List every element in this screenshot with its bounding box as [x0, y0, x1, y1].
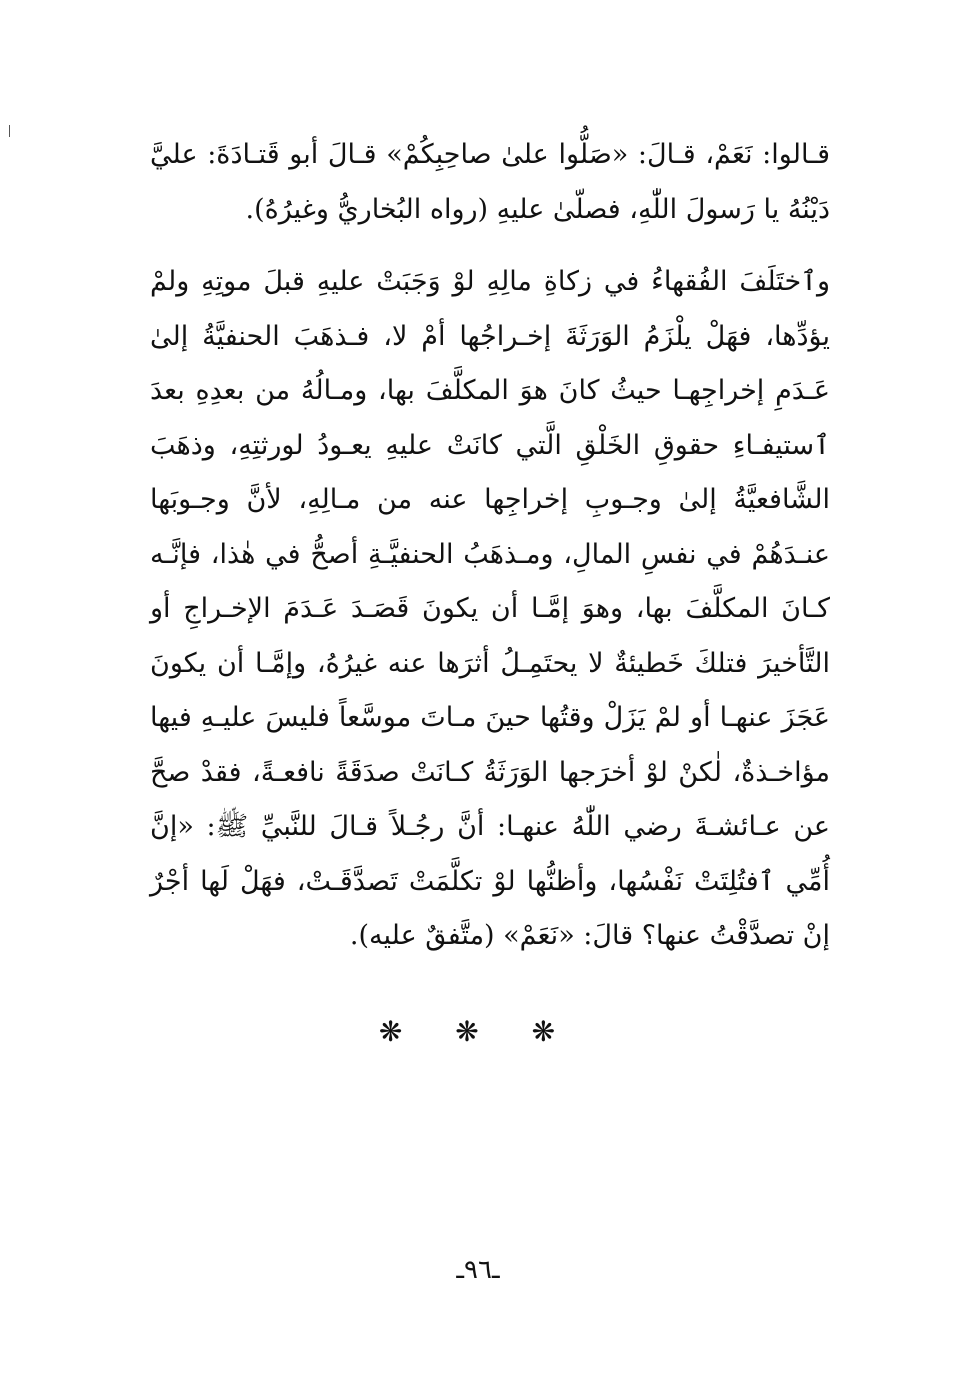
section-separator: ❋ ❋ ❋	[378, 1015, 578, 1048]
paragraph-1: قـالوا: نَعَمْ، قـالَ: «صَلُّوا علىٰ صاحِبِكُمْ» قـالَ أبو قَتـادَةَ: عليَّ دَيْنُهُ يا رَسولَ اللّٰهِ، فصلّىٰ عليهِ (رواه البُخاريُّ وغيرُهُ).	[150, 139, 830, 225]
page-number: ـ٩٦ـ	[456, 1255, 500, 1285]
body-text	[150, 128, 830, 964]
paragraph-2: وٱختَلَفَ الفُقهاءُ في زكاةِ مالِهِ لوْ وَجَبَتْ عليهِ قبلَ موتِهِ ولمْ يؤدِّها، فهَلْ يلْزَمُ الوَرَثَةَ إخـراجُها أمْ لا، فـذهَبَ الحنفيَّةُ إلىٰ عَـدَمِ إخراجِهـا حيثُ كانَ هوَ المكلَّفَ بها، ومـالُهُ من بعدِهِ بعدَ ٱستيفـاءِ حقوقِ الخَلْقِ الَّتي كانَتْ عليهِ يعـودُ لورثتِهِ، وذهَبَ الشَّافعيَّةُ إلىٰ وجـوبِ إخراجِها عنه من مـالِهِ، لأنَّ وجـوبَها عنـدَهُمْ في نفسِ المالِ، ومـذهَبُ الحنفيَّـةِ أصحُّ في هٰذا، فإنَّـه كـانَ المكلَّفَ بها، وهوَ إمَّـا أن يكونَ قَصَـدَ عَـدَمَ الإخـراجِ أو التَّأخيرَ فتلكَ خَطيئةٌ لا يحتَمِـلُ أثرَها عنه غيرُهُ، وإمَّـا أن يكونَ عَجَزَ عنهـا أو لمْ يَزَلْ وقتُها حينَ مـاتَ موسَّعاً فليسَ عليـهِ فيها مؤاخـذةٌ، لٰكنْ لوْ أخرَجها الوَرَثَةُ كـانَتْ صدَقَةً نافعـةً، فقدْ صحَّ عن عـائشـةَ رضي اللّٰهُ عنهـا: أنَّ رجُـلاً قـالَ للنَّبيِّ ﷺ: «إنَّ أُمِّي ٱفتُلِتَتْ نَفْسُها، وأظنُّها لوْ تكلَّمَتْ تَصدَّقَـتْ، فهَلْ لَها أجْرٌ إنْ تصدَّقْتُ عنها؟ قالَ: «نَعَمْ» (متَّفقٌ عليه).	[150, 266, 830, 951]
margin-mark	[9, 125, 10, 137]
